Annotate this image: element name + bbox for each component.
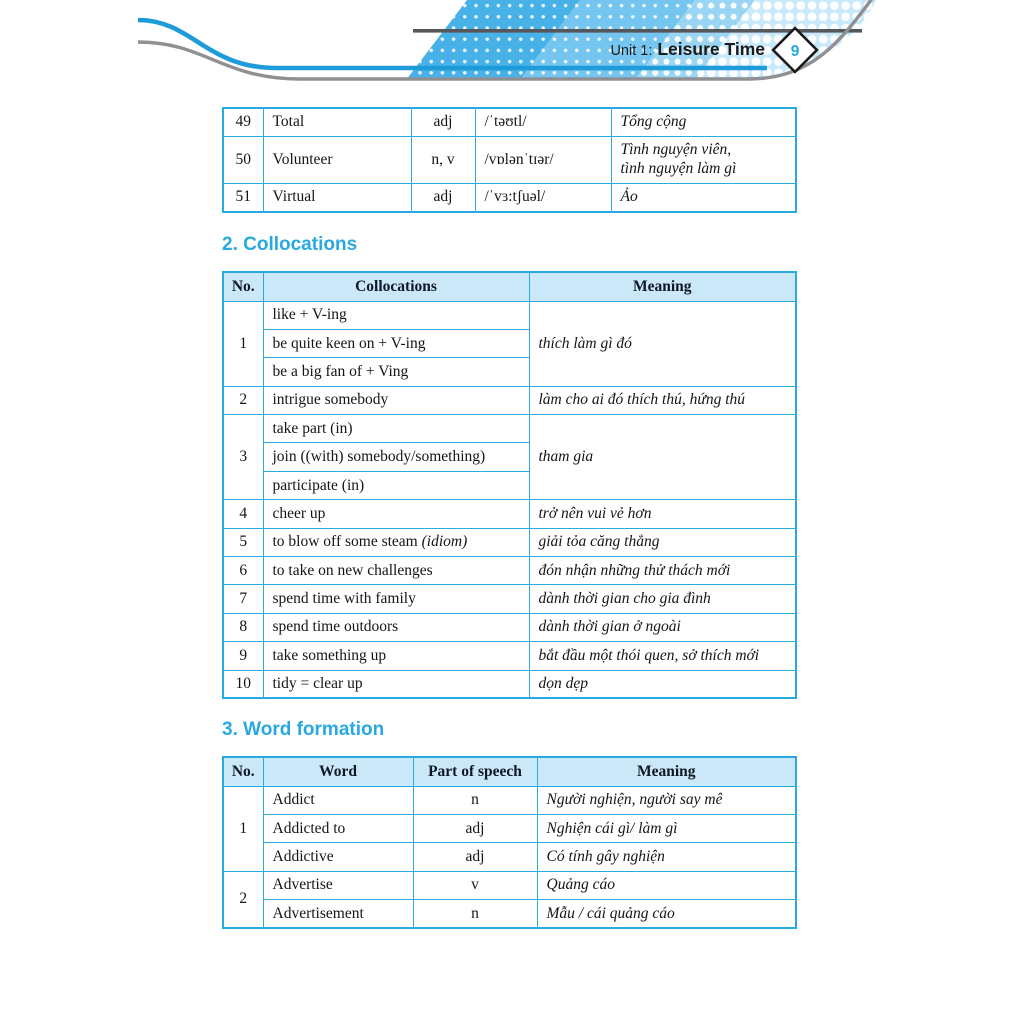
meaning-line-1: Tình nguyện viên, bbox=[620, 140, 732, 158]
wf-word: Advertise bbox=[263, 871, 413, 899]
wf-meaning: Có tính gây nghiện bbox=[537, 843, 796, 871]
colloc-no: 4 bbox=[223, 500, 263, 528]
table-row bbox=[223, 557, 796, 585]
table-row bbox=[223, 415, 796, 443]
wf-no: 2 bbox=[223, 871, 263, 928]
wf-pos: adj bbox=[413, 814, 537, 842]
wf-meaning: Người nghiện, người say mê bbox=[537, 786, 796, 814]
colloc-no: 7 bbox=[223, 585, 263, 613]
wf-meaning: Nghiện cái gì/ làm gì bbox=[537, 814, 796, 842]
table-row bbox=[223, 642, 796, 670]
wf-meaning: Mẫu / cái quảng cáo bbox=[537, 900, 796, 928]
table-row bbox=[223, 670, 796, 698]
col-header-collocations: Collocations bbox=[263, 272, 529, 301]
colloc-item: be quite keen on + V-ing bbox=[263, 329, 529, 357]
colloc-item: take part (in) bbox=[263, 415, 529, 443]
vocab-pos: adj bbox=[411, 108, 475, 136]
unit-title: Leisure Time bbox=[657, 39, 765, 59]
colloc-no: 1 bbox=[223, 301, 263, 386]
colloc-item: to take on new challenges bbox=[263, 557, 529, 585]
unit-header bbox=[470, 39, 765, 60]
colloc-no: 10 bbox=[223, 670, 263, 698]
table-row bbox=[223, 108, 796, 136]
colloc-no: 9 bbox=[223, 642, 263, 670]
section-heading-collocations: 2. Collocations bbox=[222, 234, 358, 255]
colloc-no: 8 bbox=[223, 613, 263, 641]
colloc-item bbox=[263, 528, 529, 556]
wf-meaning: Quảng cáo bbox=[537, 871, 796, 899]
wf-pos: n bbox=[413, 900, 537, 928]
colloc-item: join ((with) somebody/something) bbox=[263, 443, 529, 471]
col-header-no: No. bbox=[223, 272, 263, 301]
table-row bbox=[223, 814, 796, 842]
colloc-meaning: dành thời gian cho gia đình bbox=[529, 585, 796, 613]
colloc-item-text: to blow off some steam bbox=[272, 533, 418, 551]
wf-word: Addictive bbox=[263, 843, 413, 871]
colloc-meaning: giải tỏa căng thẳng bbox=[529, 528, 796, 556]
vocab-meaning: Tổng cộng bbox=[611, 108, 796, 136]
unit-label: Unit 1: bbox=[610, 43, 653, 59]
table-row bbox=[223, 900, 796, 928]
colloc-meaning: đón nhận những thử thách mới bbox=[529, 557, 796, 585]
table-row bbox=[223, 183, 796, 212]
table-row bbox=[223, 528, 796, 556]
colloc-no: 5 bbox=[223, 528, 263, 556]
table-row bbox=[223, 301, 796, 329]
colloc-meaning: bắt đầu một thói quen, sở thích mới bbox=[529, 642, 796, 670]
vocab-meaning: Ảo bbox=[611, 183, 796, 212]
colloc-meaning: dành thời gian ở ngoài bbox=[529, 613, 796, 641]
table-row bbox=[223, 843, 796, 871]
vocab-phonetic: /vɒlənˈtɪər/ bbox=[475, 136, 611, 183]
wf-word: Advertisement bbox=[263, 900, 413, 928]
wf-no: 1 bbox=[223, 786, 263, 871]
vocab-phonetic: /ˈtəʊtl/ bbox=[475, 108, 611, 136]
vocab-word: Total bbox=[263, 108, 411, 136]
vocab-phonetic: /ˈvɜ:tʃuəl/ bbox=[475, 183, 611, 212]
table-row bbox=[223, 871, 796, 899]
wf-word: Addict bbox=[263, 786, 413, 814]
col-header-meaning: Meaning bbox=[529, 272, 796, 301]
vocab-no: 51 bbox=[223, 183, 263, 212]
colloc-meaning: làm cho ai đó thích thú, hứng thú bbox=[529, 386, 796, 414]
colloc-meaning: tham gia bbox=[529, 415, 796, 500]
table-row bbox=[223, 500, 796, 528]
colloc-no: 2 bbox=[223, 386, 263, 414]
table-row bbox=[223, 786, 796, 814]
table-row bbox=[223, 386, 796, 414]
idiom-note: (idiom) bbox=[421, 533, 468, 551]
collocations-table bbox=[222, 271, 797, 699]
table-row bbox=[223, 585, 796, 613]
colloc-item: participate (in) bbox=[263, 471, 529, 499]
colloc-item: spend time with family bbox=[263, 585, 529, 613]
vocab-pos: adj bbox=[411, 183, 475, 212]
colloc-item: intrigue somebody bbox=[263, 386, 529, 414]
table-row bbox=[223, 613, 796, 641]
vocab-pos: n, v bbox=[411, 136, 475, 183]
colloc-meaning: thích làm gì đó bbox=[529, 301, 796, 386]
meaning-line-2: tình nguyện làm gì bbox=[620, 159, 737, 177]
colloc-item: like + V-ing bbox=[263, 301, 529, 329]
colloc-no: 3 bbox=[223, 415, 263, 500]
vocab-word: Virtual bbox=[263, 183, 411, 212]
vocabulary-table bbox=[222, 107, 797, 213]
word-formation-table bbox=[222, 756, 797, 929]
vocab-no: 49 bbox=[223, 108, 263, 136]
colloc-meaning: trở nên vui vẻ hơn bbox=[529, 500, 796, 528]
colloc-item: take something up bbox=[263, 642, 529, 670]
page-number: 9 bbox=[790, 43, 800, 60]
table-header-row bbox=[223, 757, 796, 786]
wf-pos: v bbox=[413, 871, 537, 899]
wf-pos: adj bbox=[413, 843, 537, 871]
table-row bbox=[223, 136, 796, 183]
col-header-word: Word bbox=[263, 757, 413, 786]
col-header-no: No. bbox=[223, 757, 263, 786]
table-header-row bbox=[223, 272, 796, 301]
vocab-meaning bbox=[611, 136, 796, 183]
colloc-meaning: dọn dẹp bbox=[529, 670, 796, 698]
wf-word: Addicted to bbox=[263, 814, 413, 842]
wf-pos: n bbox=[413, 786, 537, 814]
vocab-word: Volunteer bbox=[263, 136, 411, 183]
col-header-meaning: Meaning bbox=[537, 757, 796, 786]
colloc-item: spend time outdoors bbox=[263, 613, 529, 641]
colloc-item: tidy = clear up bbox=[263, 670, 529, 698]
vocab-no: 50 bbox=[223, 136, 263, 183]
colloc-item: be a big fan of + Ving bbox=[263, 358, 529, 386]
section-heading-word-formation: 3. Word formation bbox=[222, 719, 385, 740]
colloc-item: cheer up bbox=[263, 500, 529, 528]
col-header-pos: Part of speech bbox=[413, 757, 537, 786]
colloc-no: 6 bbox=[223, 557, 263, 585]
